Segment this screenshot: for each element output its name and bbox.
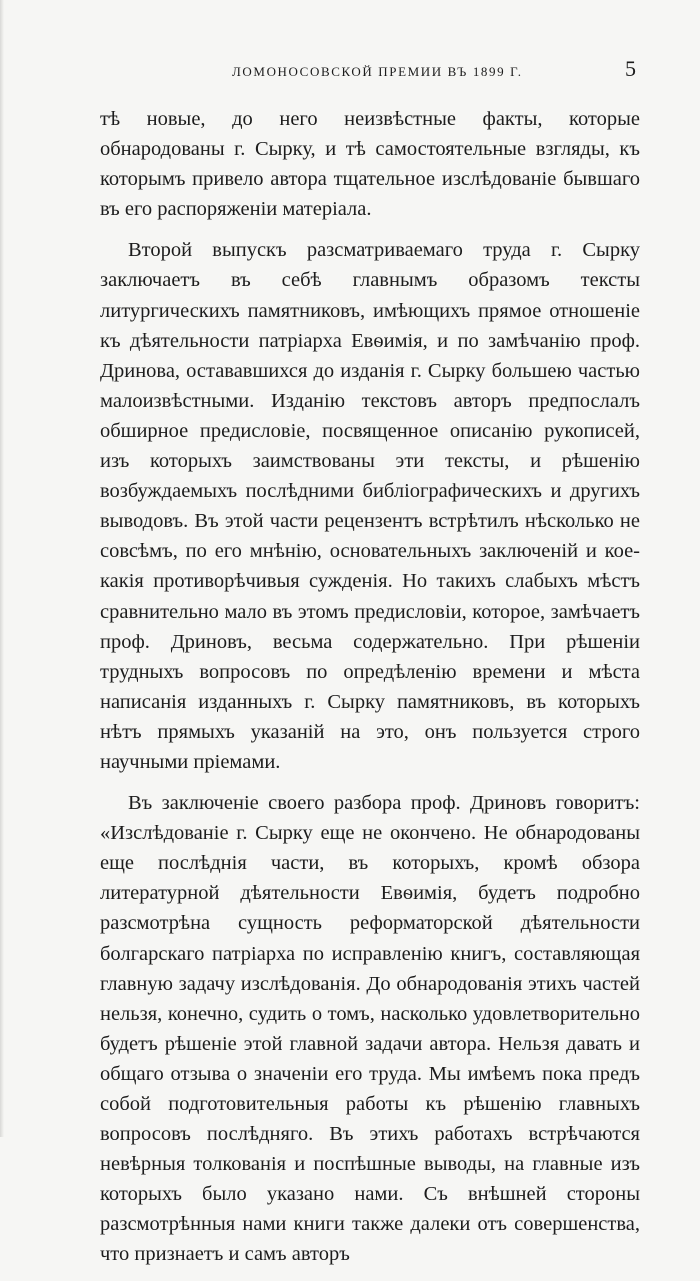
running-head: ЛОМОНОСОВСКОЙ ПРЕМИИ ВЪ 1899 Г. [232,64,523,79]
page-header [100,56,640,86]
body-text [100,104,640,1281]
paragraph-conclusion: Въ заключеніе своего разбора проф. Дриновъ говоритъ: «Изслѣдованіе г. Сырку еще не окончено. Не обнародованы еще послѣднія части, въ которыхъ, кромѣ обзора литературной дѣятельности Евѳимія, будетъ подробно разсмотрѣна сущность реформаторской дѣятельности болгарскаго патріарха по исправленію книгъ, составляющая главную задачу изслѣдованія. До обнародованія этихъ частей нельзя, конечно, судить о томъ, насколько удовлетворительно будетъ рѣшеніе этой главной задачи автора. Нельзя давать и общаго отзыва о значеніи его труда. Мы имѣемъ пока предъ собой подготовительныя работы къ рѣшенію главныхъ вопросовъ послѣдняго. Въ этихъ работахъ встрѣчаются невѣрныя толкованія и поспѣшные выводы, на главные изъ которыхъ было указано нами. Съ внѣшней стороны разсмотрѣнныя нами книги также далеки отъ совершенства, что признаетъ и самъ авторъ [100,792,640,1266]
paragraph-second-volume: Второй выпускъ разсматриваемаго труда г. Сырку заключаетъ въ себѣ главнымъ образомъ тексты литургическихъ памятниковъ, имѣющихъ прямое отношеніе къ дѣятельности патріарха Евѳимія, и по замѣчанію проф. Дринова, остававшихся до изданія г. Сырку большею частью малоизвѣстными. Изданію текстовъ авторъ предпослалъ обширное предисловіе, посвященное описанію рукописей, изъ которыхъ заимствованы эти тексты, и рѣшенію возбуждаемыхъ послѣдними библіографическихъ и другихъ выводовъ. Въ этой части рецензентъ встрѣтилъ нѣсколько не совсѣмъ, по его мнѣнію, основательныхъ заключеній и кое-какія противорѣчивыя сужденія. Но такихъ слабыхъ мѣстъ сравнительно мало въ этомъ предисловіи, которое, замѣчаетъ проф. Дриновъ, весьма содержательно. При рѣшеніи трудныхъ вопросовъ по опредѣленію времени и мѣста написанія изданныхъ г. Сырку памятниковъ, въ которыхъ нѣтъ прямыхъ указаній на это, онъ пользуется строго научными пріемами. [100,239,640,773]
page-number: 5 [625,56,636,81]
page-edge [0,0,4,1137]
paragraph-continuation: тѣ новые, до него неизвѣстные факты, которые обнародованы г. Сырку, и тѣ самостоятельные взгляды, къ которымъ привело автора тщательное изслѣдованіе бывшаго въ его распоряженіи матеріала. [100,108,640,221]
